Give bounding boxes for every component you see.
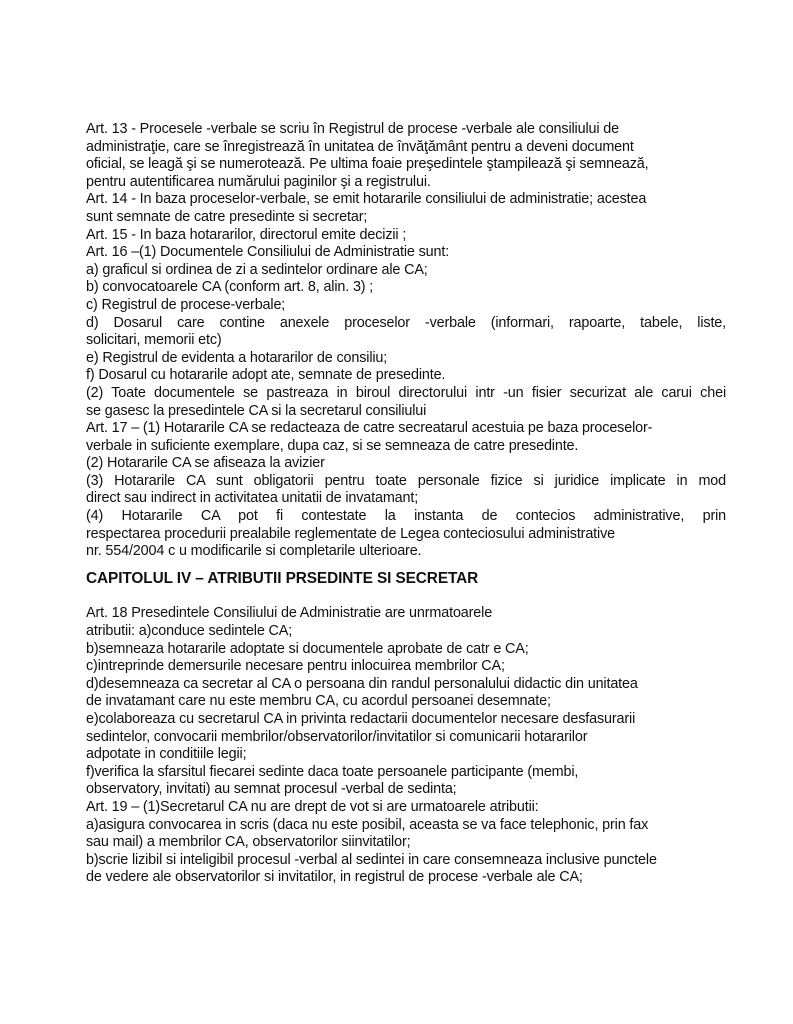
text-line: (2) Toate documentele se pastreaza in biroul directorului intr -un fisier securizat ale carui chei — [86, 384, 726, 401]
document-page — [86, 121, 726, 887]
text-line: atributii: a)conduce sedintele CA; — [86, 623, 293, 640]
text-line: observatory, invitati) au semnat procesul -verbal de sedinta; — [86, 781, 457, 798]
chapter-heading: CAPITOLUL IV – ATRIBUTII PRSEDINTE SI SECRETAR — [86, 569, 479, 587]
text-line: (2) Hotararile CA se afiseaza la avizier — [86, 455, 325, 472]
text-line: de vedere ale observatorilor si invitatilor, in registrul de procese -verbale ale CA; — [86, 869, 583, 886]
text-line: nr. 554/2004 c u modificarile si completarile ulterioare. — [86, 543, 422, 560]
text-line: direct sau indirect in activitatea unitatii de invatamant; — [86, 490, 419, 507]
text-line: solicitari, memorii etc) — [86, 332, 222, 349]
text-line: Art. 19 – (1)Secretarul CA nu are drept de vot si are urmatoarele atributii: — [86, 798, 539, 815]
text-line: c)intreprinde demersurile necesare pentru inlocuirea membrilor CA; — [86, 658, 505, 675]
text-line: sedintelor, convocarii membrilor/observatorilor/invitatilor si comunicarii hotararilor — [86, 728, 588, 745]
text-line: Art. 18 Presedintele Consiliului de Administratie are unrmatoarele — [86, 605, 493, 622]
text-line: pentru autentificarea numărului paginilor şi a registrului. — [86, 173, 431, 190]
text-line: Art. 16 –(1) Documentele Consiliului de Administratie sunt: — [86, 244, 450, 261]
text-line: de invatamant care nu este membru CA, cu acordul persoanei desemnate; — [86, 693, 551, 710]
text-line: Art. 15 - In baza hotararilor, directorul emite decizii ; — [86, 226, 407, 243]
text-line: b)semneaza hotararile adoptate si documentele aprobate de catr e CA; — [86, 640, 529, 657]
text-line: adpotate in conditiile legii; — [86, 746, 247, 763]
text-line: respectarea procedurii prealabile reglementate de Legea conteciosului administrative — [86, 525, 615, 542]
text-line: a)asigura convocarea in scris (daca nu este posibil, aceasta se va face telephonic, prin fax — [86, 816, 649, 833]
text-line: oficial, se leagă şi se numerotează. Pe ultima foaie preşedintele ştampilează şi semnează, — [86, 156, 649, 173]
text-line: Art. 17 – (1) Hotararile CA se redacteaza de catre secreatarul acestuia pe baza proceselor- — [86, 420, 653, 437]
text-line: d) Dosarul care contine anexele proceselor -verbale (informari, rapoarte, tabele, liste, — [86, 314, 726, 331]
text-line: b) convocatoarele CA (conform art. 8, alin. 3) ; — [86, 279, 374, 296]
document-body-part2 — [86, 605, 726, 887]
text-line: (4) Hotararile CA pot fi contestate la instanta de contecios administrative, prin — [86, 508, 726, 525]
text-line: f)verifica la sfarsitul fiecarei sedinte daca toate persoanele participante (membi, — [86, 763, 579, 780]
text-line: (3) Hotararile CA sunt obligatorii pentru toate personale fizice si juridice implicate in mod — [86, 472, 726, 489]
text-line: Art. 13 - Procesele -verbale se scriu în Registrul de procese -verbale ale consiliului de — [86, 121, 619, 137]
text-line: e) Registrul de evidenta a hotararilor de consiliu; — [86, 349, 388, 366]
text-line: e)colaboreaza cu secretarul CA in privinta redactarii documentelor necesare desfasurarii — [86, 711, 636, 727]
text-line: c) Registrul de procese-verbale; — [86, 296, 286, 313]
text-line: Art. 14 - In baza proceselor-verbale, se emit hotararile consiliului de administratie; acestea — [86, 191, 647, 208]
text-line: d)desemneaza ca secretar al CA o persoana din randul personalului didactic din unitatea — [86, 675, 638, 692]
text-line: sau mail) a membrilor CA, observatorilor siinvitatilor; — [86, 834, 411, 851]
document-body-part1 — [86, 121, 726, 561]
text-line: se gasesc la presedintele CA si la secretarul consiliului — [86, 402, 427, 419]
text-line: a) graficul si ordinea de zi a sedintelor ordinare ale CA; — [86, 261, 428, 278]
text-line: verbale in suficiente exemplare, dupa caz, si se semneaza de catre presedinte. — [86, 437, 579, 454]
text-line: b)scrie lizibil si inteligibil procesul -verbal al sedintei in care consemneaza inclusive punctele — [86, 851, 657, 868]
text-line: f) Dosarul cu hotararile adopt ate, semnate de presedinte. — [86, 367, 446, 384]
text-line: administraţie, care se înregistrează în unitatea de învăţământ pentru a deveni document — [86, 138, 634, 155]
text-line: sunt semnate de catre presedinte si secretar; — [86, 208, 368, 225]
